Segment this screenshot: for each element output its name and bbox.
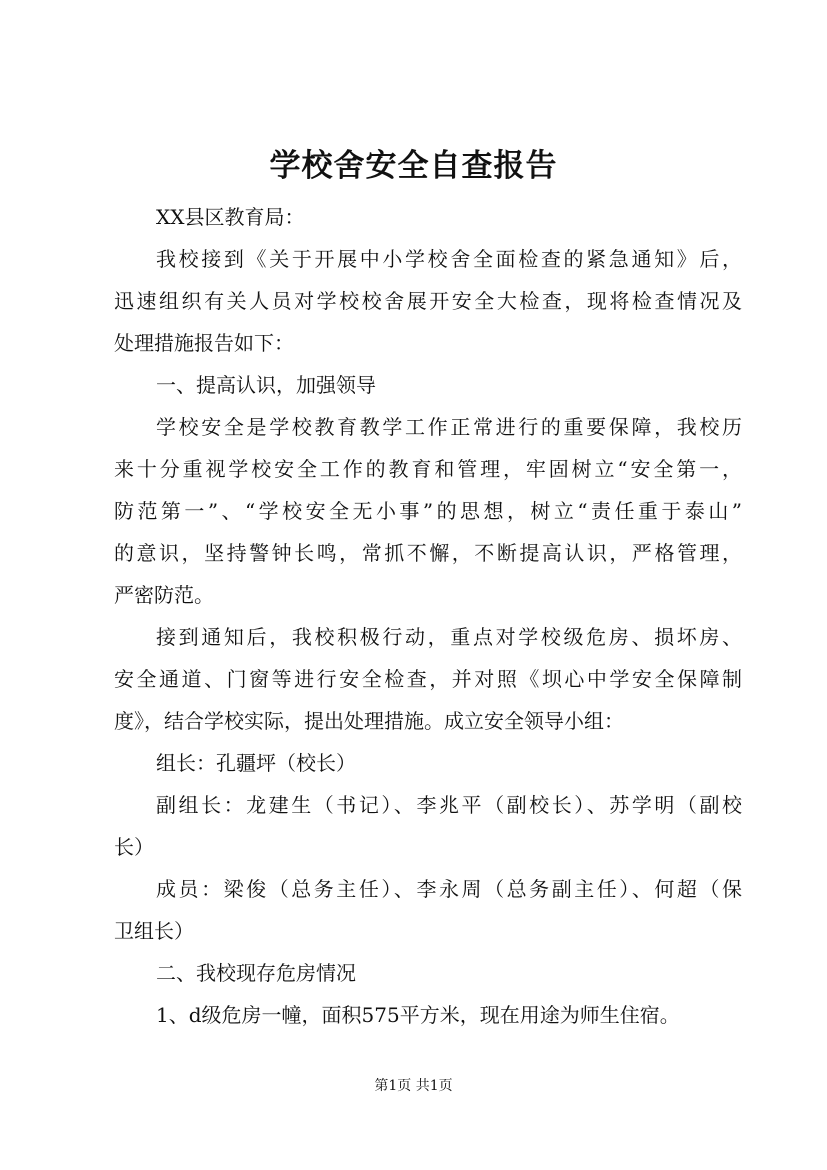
paragraph-line: 安全通道、门窗等进行安全检查，并对照《坝心中学安全保障制 (114, 667, 742, 691)
members-line: 成员：梁俊（总务主任）、李永周（总务副主任）、何超（保 (156, 877, 742, 901)
paragraph-line: 严密防范。 (114, 583, 214, 607)
paragraph-line: 接到通知后，我校积极行动，重点对学校级危房、损坏房、 (156, 625, 742, 649)
members-line-cont: 卫组长） (114, 919, 194, 943)
paragraph-line: 防范第一”、“学校安全无小事”的思想，树立“责任重于泰山” (114, 499, 742, 523)
paragraph-line: 学校安全是学校教育教学工作正常进行的重要保障，我校历 (156, 415, 742, 439)
paragraph-line: 迅速组织有关人员对学校校舍展开安全大检查，现将检查情况及 (114, 289, 742, 313)
paragraph-line: 的意识，坚持警钟长鸣，常抓不懈，不断提高认识，严格管理， (114, 541, 742, 565)
section-heading: 一、提高认识，加强领导 (156, 373, 376, 397)
leader-line: 组长：孔疆坪（校长） (156, 751, 356, 775)
deputy-leader-line-cont: 长） (114, 835, 154, 859)
document-body (114, 196, 742, 1036)
addressee-line: XX县区教育局： (156, 205, 305, 229)
paragraph-line: 1、d级危房一幢，面积575平方米，现在用途为师生住宿。 (156, 1003, 680, 1027)
paragraph-line: 来十分重视学校安全工作的教育和管理，牢固树立“安全第一， (114, 457, 742, 481)
section-heading: 二、我校现存危房情况 (156, 961, 356, 985)
document-title: 学校舍安全自查报告 (269, 148, 558, 184)
deputy-leader-line: 副组长：龙建生（书记）、李兆平（副校长）、苏学明（副校 (156, 793, 742, 817)
page-footer: 第1页 共1页 (374, 1078, 453, 1094)
paragraph-line: 度》，结合学校实际，提出处理措施。成立安全领导小组： (114, 709, 624, 733)
paragraph-line: 处理措施报告如下： (114, 331, 294, 355)
paragraph-line: 我校接到《关于开展中小学校舍全面检查的紧急通知》后， (156, 247, 742, 271)
